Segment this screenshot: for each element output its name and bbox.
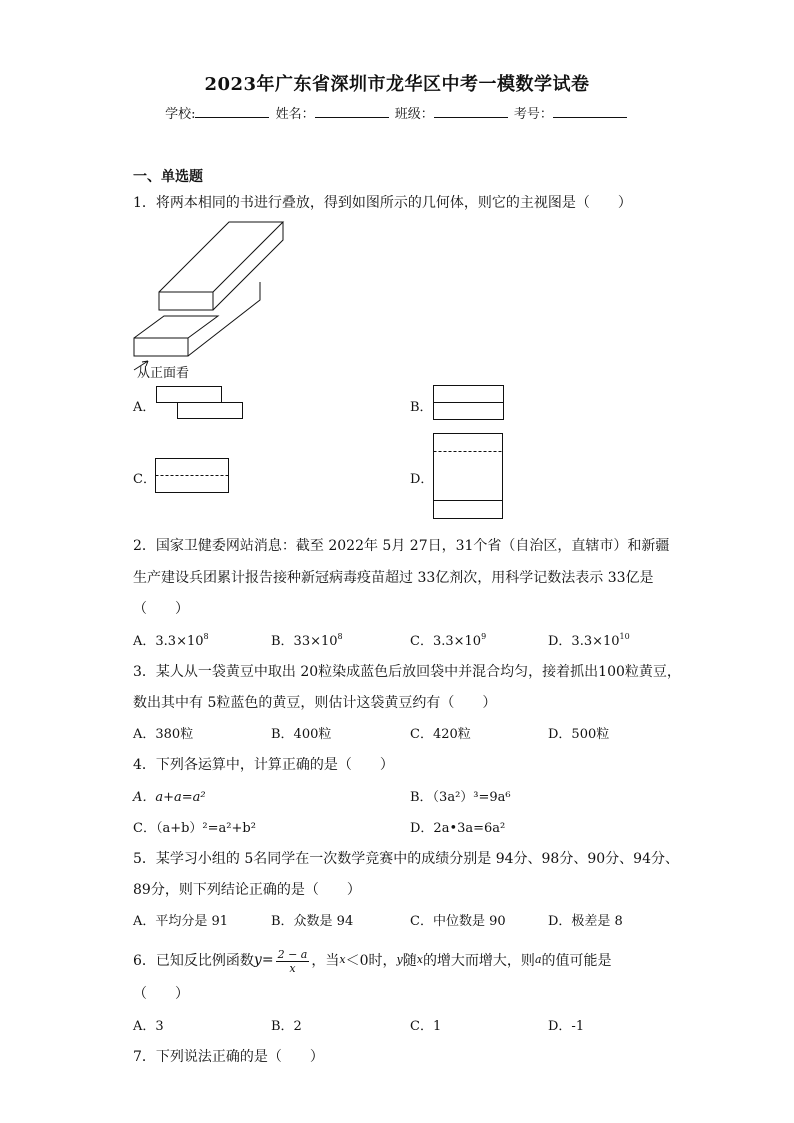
q5-option-b[interactable]: B．众数是 94 [271, 914, 354, 929]
q1-option-a-figure[interactable] [156, 386, 246, 420]
q1-option-d-figure[interactable] [433, 433, 505, 520]
q2-option-b[interactable] [271, 630, 343, 649]
question-2-line2: 生产建设兵团累计报告接种新冠病毒疫苗超过 33亿剂次，用科学记数法表示 33亿是 [133, 570, 654, 586]
q6-option-b[interactable]: B．2 [271, 1019, 302, 1034]
front-view-label: 从正面看 [137, 366, 190, 381]
q2-option-d-text: D．3.3×10 [548, 634, 620, 649]
q6-text-d: 随 [402, 952, 417, 969]
q1-option-c-figure[interactable] [155, 458, 230, 494]
section-heading: 一、单选题 [133, 169, 203, 185]
q4-option-d[interactable]: D．2a•3a=6a² [410, 821, 506, 836]
q2-option-c[interactable] [410, 630, 486, 649]
q2-option-a-exp: 8 [203, 632, 209, 641]
q2-option-a[interactable] [133, 630, 209, 649]
q3-option-b[interactable]: B．400粒 [271, 727, 332, 742]
q6-denominator: x [289, 962, 296, 975]
q6-text-a: 6．已知反比例函数 [133, 952, 254, 969]
q6-text-f: 的值可能是 [541, 952, 612, 969]
question-1-stem: 1．将两本相同的书进行叠放，得到如图所示的几何体，则它的主视图是（ ） [133, 195, 632, 211]
q6-text-b: ，当 [311, 952, 340, 969]
question-2-line3: （ ） [133, 601, 189, 617]
id-label: 考号： [513, 107, 553, 122]
q2-option-c-exp: 9 [481, 632, 487, 641]
q1-option-d-label: D． [410, 472, 434, 487]
q2-option-b-exp: 8 [337, 632, 343, 641]
question-3-line2: 数出其中有 5粒蓝色的黄豆，则估计这袋黄豆约有（ ） [133, 695, 497, 711]
stacked-books-figure [126, 218, 296, 363]
q6-var-y: y [253, 951, 262, 968]
q6-option-d[interactable]: D．-1 [548, 1019, 585, 1034]
q1-option-b-label: B． [410, 400, 433, 415]
q3-option-c[interactable]: C．420粒 [410, 727, 471, 742]
q4-option-a[interactable]: A．a+a=a² [133, 790, 206, 805]
school-blank[interactable] [195, 105, 269, 118]
q4-option-b[interactable]: B．（3a²）³=9a⁶ [410, 790, 511, 805]
q6-text-e: 的增大而增大，则 [422, 952, 535, 969]
class-blank[interactable] [434, 105, 508, 118]
q5-option-a[interactable]: A．平均分是 91 [133, 914, 229, 929]
id-blank[interactable] [553, 105, 627, 118]
q6-eq: = [261, 951, 274, 968]
name-blank[interactable] [315, 105, 389, 118]
q1-option-c-label: C． [133, 472, 156, 487]
q5-option-c[interactable]: C．中位数是 90 [410, 914, 506, 929]
student-info-line [0, 103, 794, 122]
q2-option-d-exp: 10 [619, 632, 630, 641]
question-6-stem [133, 946, 612, 973]
school-label: 学校: [165, 107, 196, 122]
q6-var-a: a [534, 953, 542, 966]
question-3-line1: 3．某人从一袋黄豆中取出 20粒染成蓝色后放回袋中并混合均匀，接着抓出100粒黄豆， [133, 664, 681, 680]
question-2-line1: 2．国家卫健委网站消息：截至 2022年 5月 27日，31个省（自治区，直辖市）和新疆 [133, 538, 670, 554]
q6-numerator: 2 − a [277, 948, 308, 961]
q6-var-x2: x [416, 953, 423, 966]
class-label: 班级： [394, 107, 434, 122]
q6-option-a[interactable]: A．3 [133, 1019, 164, 1034]
q6-var-x1: x [339, 953, 346, 966]
question-5-line2: 89分，则下列结论正确的是（ ） [133, 882, 361, 898]
question-6-line2: （ ） [133, 986, 189, 1002]
question-4-stem: 4．下列各运算中，计算正确的是（ ） [133, 757, 394, 773]
q6-var-y2: y [396, 953, 403, 966]
exam-title: 2023年广东省深圳市龙华区中考一模数学试卷 [204, 74, 590, 95]
q1-option-b-figure[interactable] [433, 385, 505, 421]
q2-option-a-text: A．3.3×10 [133, 634, 204, 649]
question-5-line1: 5．某学习小组的 5名同学在一次数学竞赛中的成绩分别是 94分、98分、90分、94分、 [133, 851, 679, 867]
q6-text-c: ＜0时， [345, 952, 397, 969]
q3-option-a[interactable]: A．380粒 [133, 727, 194, 742]
q2-option-b-text: B．33×10 [271, 634, 338, 649]
q5-option-d[interactable]: D．极差是 8 [548, 914, 623, 929]
q4-option-c[interactable]: C．（a+b）²=a²+b² [133, 821, 256, 836]
q2-option-c-text: C．3.3×10 [410, 634, 482, 649]
q2-option-d[interactable] [548, 630, 630, 649]
q6-option-c[interactable]: C．1 [410, 1019, 442, 1034]
question-7-stem: 7．下列说法正确的是（ ） [133, 1049, 324, 1065]
q3-option-d[interactable]: D．500粒 [548, 727, 610, 742]
name-label: 姓名： [275, 107, 315, 122]
q6-fraction [276, 948, 310, 975]
q1-option-a-label: A． [133, 400, 156, 415]
